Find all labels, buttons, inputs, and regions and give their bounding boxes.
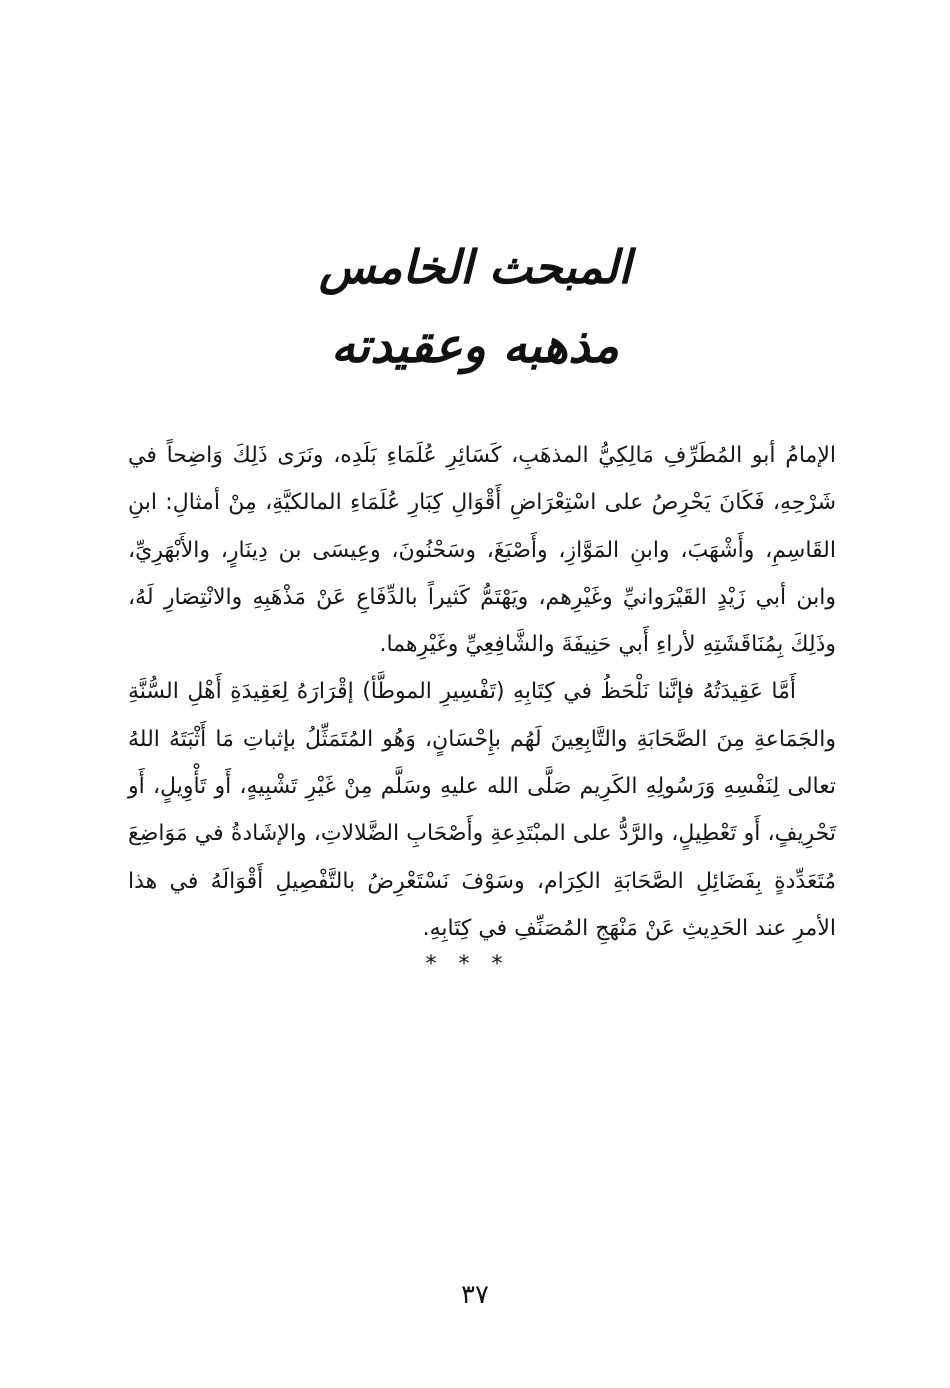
paragraph-aqeedah: أَمَّا عَقِيدَتُهُ فإنَّنا نَلْحَظُ في كِتَابِهِ (تَفْسِيرِ الموطَّأ) إقْرَارَهُ لِعَقِيدَةِ أَهْلِ السُّنَّةِ والجَمَاعةِ مِنَ الصَّحَابَةِ والتَّابِعِينَ لَهُم بإِحْسَانٍ، وَهُو المُتَمَثِّلُ بإثباتِ مَا أَثْبَتَهُ اللهُ تعالى لِنَفْسِهِ وَرَسُولِهِ الكَرِيم صَلَّى الله عليهِ وسَلَّم مِنْ غَيْرِ تَشْبِيهٍ، أَو تَأْوِيلٍ، أَو تَحْرِيفٍ، أَو تَعْطِيلٍ، والرَّدُّ على المبْتَدِعةِ وأَصْحَابِ الضَّلالاتِ، والإشَادةُ في مَوَاضِعَ مُتَعَدِّدةٍ بِفَضَائِلِ الصَّحَابَةِ الكِرَام، وسَوْفَ نَسْتَعْرِضُ بالتَّفْصِيلِ أَقْوَالَهُ في هذا الأمرِ عند الحَدِيثِ عَنْ مَنْهَجِ المُصَنِّفِ في كِتَابِهِ.	[128, 679, 836, 941]
body-text	[128, 432, 836, 952]
section-heading: المبحث الخامس	[319, 240, 631, 294]
section-subheading: مذهبه وعقيدته	[330, 318, 620, 374]
section-separator: ***	[425, 952, 525, 977]
page-number: ٣٧	[461, 1280, 489, 1310]
paragraph-madhhab: الإمامُ أبو المُطَرِّفِ مَالِكِيُّ المذهَبِ، كَسَائِرِ عُلَمَاءِ بَلَدِه، ونَرَى ذَلِكَ وَاضِحاً في شَرْحِهِ، فَكَانَ يَحْرِصُ على اسْتِعْرَاضِ أَقْوَالِ كِبَارِ عُلَمَاءِ المالكيَّةِ، مِنْ أمثالِ: ابنِ القَاسِمِ، وأَشْهَبَ، وابنِ المَوَّازِ، وأَصْبَغَ، وسَحْنُونَ، وعِيسَى بن دِينَارٍ، والأَبْهَرِيِّ، وابن أبي زَيْدٍ القَيْرَوانيِّ وغَيْرِهم، ويَهْتَمُّ كَثيراً بالدِّفَاعِ عَنْ مَذْهَبِهِ والانْتِصَارِ لَهُ، وذَلِكَ بِمُنَاقَشَتِهِ لأراءِ أَبي حَنِيفَةَ والشَّافِعِيِّ وغَيْرِهما.	[128, 443, 836, 658]
